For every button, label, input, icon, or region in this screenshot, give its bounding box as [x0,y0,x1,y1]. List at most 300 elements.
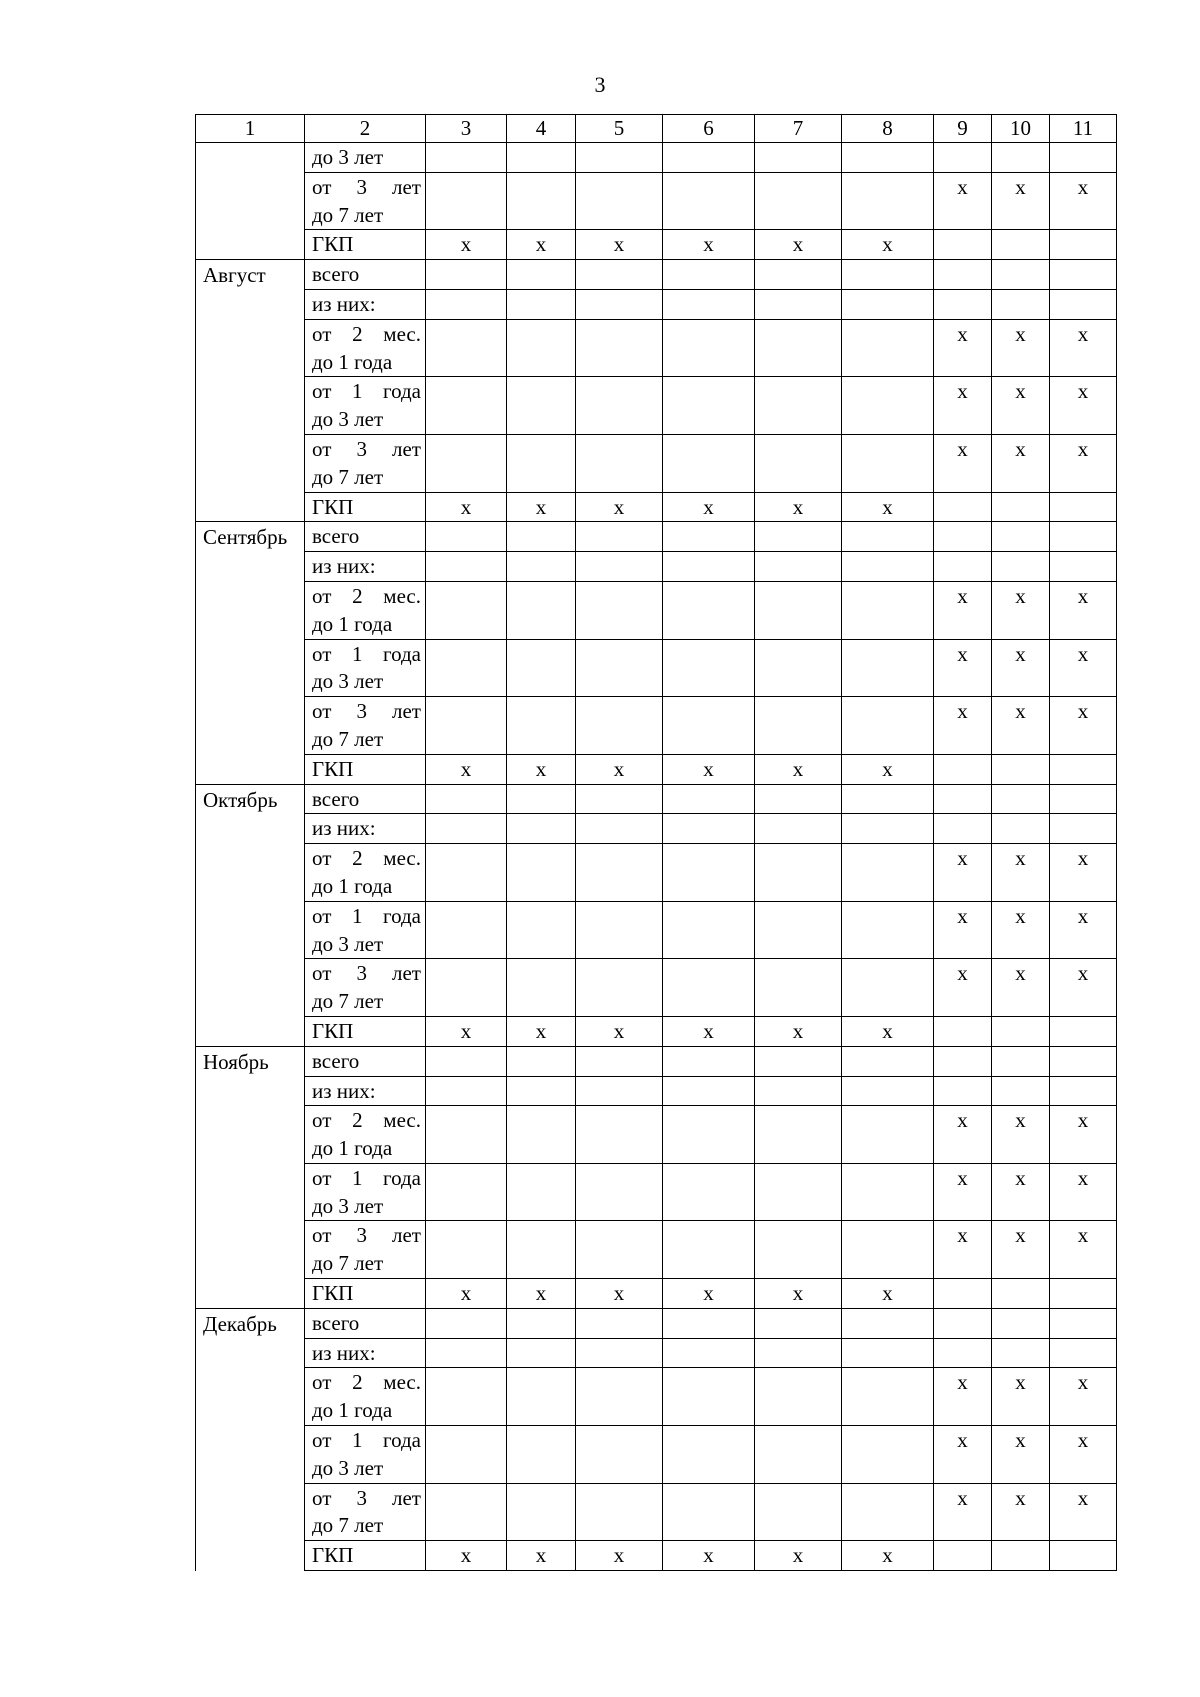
mark-cell: x [507,1016,576,1046]
mark-cell [507,1338,576,1368]
age-group-label [305,377,426,435]
mark-cell [663,1046,755,1076]
mark-cell [426,319,507,377]
table-row [196,522,1117,552]
mark-cell [934,814,992,844]
table-row [196,814,1117,844]
table-row [196,1426,1117,1484]
table-row [196,172,1117,230]
age-group-label-line: от 2 мес. [312,1108,421,1133]
mark-cell: x [934,1106,992,1164]
mark-cell [1050,1016,1117,1046]
mark-cell [507,581,576,639]
page-number: 3 [594,72,606,97]
mark-cell [755,522,842,552]
mark-cell: x [992,844,1050,902]
mark-cell [576,1076,663,1106]
table-row [196,959,1117,1017]
mark-cell [755,1163,842,1221]
age-group-label-line: всего [312,1310,360,1335]
mark-cell [934,230,992,260]
mark-cell: x [1050,1426,1117,1484]
mark-cell [934,552,992,582]
mark-cell: x [992,172,1050,230]
age-group-label-line: до 7 лет [312,726,384,751]
mark-cell: x [576,230,663,260]
mark-cell: x [1050,639,1117,697]
mark-cell [1050,754,1117,784]
mark-cell [426,289,507,319]
table-row [196,1221,1117,1279]
mark-cell [992,1338,1050,1368]
mark-cell: x [992,319,1050,377]
mark-cell [426,1338,507,1368]
mark-cell [426,260,507,290]
mark-cell [426,697,507,755]
mark-cell [934,143,992,173]
table-body [196,115,1117,1571]
mark-cell [507,377,576,435]
mark-cell [426,814,507,844]
mark-cell: x [1050,434,1117,492]
age-group-label [305,492,426,522]
mark-cell [576,522,663,552]
mark-cell: x [507,492,576,522]
mark-cell [663,1163,755,1221]
mark-cell [426,552,507,582]
mark-cell: x [934,639,992,697]
mark-cell [842,1163,934,1221]
mark-cell [426,784,507,814]
mark-cell [992,522,1050,552]
mark-cell: x [1050,844,1117,902]
mark-cell [663,639,755,697]
mark-cell [992,1541,1050,1571]
mark-cell [992,1016,1050,1046]
table-row [196,901,1117,959]
mark-cell [663,1483,755,1541]
mark-cell [663,260,755,290]
mark-cell [507,289,576,319]
age-group-label [305,754,426,784]
mark-cell: x [507,230,576,260]
mark-cell [755,581,842,639]
age-group-label-line: до 7 лет [312,1513,384,1538]
age-group-label-line: до 3 лет [312,145,384,169]
mark-cell [576,1368,663,1426]
mark-cell [1050,1076,1117,1106]
mark-cell: x [842,754,934,784]
table-row [196,844,1117,902]
mark-cell [842,377,934,435]
age-group-label [305,1016,426,1046]
age-group-label-line: до 7 лет [312,1251,384,1276]
table-row [196,1308,1117,1338]
mark-cell [507,844,576,902]
column-header: 4 [507,115,576,143]
mark-cell [576,697,663,755]
mark-cell: x [1050,377,1117,435]
age-group-label-line: всего [312,262,360,287]
mark-cell [842,901,934,959]
mark-cell [934,1016,992,1046]
column-header: 2 [305,115,426,143]
table-row [196,434,1117,492]
mark-cell: x [842,1279,934,1309]
mark-cell: x [934,377,992,435]
table-row [196,754,1117,784]
mark-cell [842,434,934,492]
age-group-label-line: от 3 лет [312,961,421,986]
mark-cell [507,434,576,492]
mark-cell [426,1076,507,1106]
month-cell: Ноябрь [196,1046,305,1308]
mark-cell: x [507,1279,576,1309]
mark-cell [992,1076,1050,1106]
mark-cell [1050,1308,1117,1338]
mark-cell [755,814,842,844]
mark-cell: x [934,1163,992,1221]
mark-cell: x [426,754,507,784]
mark-cell [842,1338,934,1368]
age-group-label-line: из них: [312,291,376,316]
mark-cell [992,492,1050,522]
mark-cell [1050,522,1117,552]
mark-cell: x [1050,1221,1117,1279]
column-header: 10 [992,115,1050,143]
mark-cell [507,1483,576,1541]
mark-cell [1050,814,1117,844]
mark-cell [426,581,507,639]
mark-cell [576,1163,663,1221]
age-group-label [305,1046,426,1076]
mark-cell [576,1483,663,1541]
mark-cell [507,172,576,230]
age-group-label-line: ГКП [312,1281,354,1306]
age-group-label-line: всего [312,1048,360,1073]
mark-cell [842,959,934,1017]
mark-cell [934,1308,992,1338]
age-group-label [305,1426,426,1484]
table-row [196,230,1117,260]
age-group-label-line: до 3 лет [312,669,384,694]
mark-cell [507,1426,576,1484]
age-group-label-line: от 1 года [312,1428,421,1453]
mark-cell: x [755,230,842,260]
mark-cell: x [663,492,755,522]
mark-cell [507,260,576,290]
mark-cell: x [842,1016,934,1046]
mark-cell: x [934,581,992,639]
mark-cell [663,901,755,959]
mark-cell [663,1076,755,1106]
mark-cell [842,552,934,582]
age-group-label [305,230,426,260]
mark-cell: x [1050,1368,1117,1426]
table-row [196,1076,1117,1106]
age-group-label-line: ГКП [312,1018,354,1043]
mark-cell [1050,289,1117,319]
mark-cell [1050,1541,1117,1571]
mark-cell [576,319,663,377]
mark-cell [663,377,755,435]
mark-cell [426,1046,507,1076]
mark-cell: x [934,172,992,230]
mark-cell [576,289,663,319]
mark-cell [576,814,663,844]
mark-cell [507,143,576,173]
mark-cell [755,1483,842,1541]
age-group-label-line: до 1 года [312,1136,393,1161]
mark-cell [663,1368,755,1426]
age-group-label [305,959,426,1017]
column-header: 8 [842,115,934,143]
mark-cell [1050,143,1117,173]
mark-cell: x [992,959,1050,1017]
mark-cell: x [755,754,842,784]
mark-cell: x [1050,1483,1117,1541]
age-group-label-line: до 1 года [312,611,393,636]
mark-cell [755,697,842,755]
mark-cell [507,319,576,377]
age-group-label-line: от 1 года [312,903,421,928]
mark-cell [663,844,755,902]
mark-cell [842,1368,934,1426]
age-group-label-line: до 7 лет [312,989,384,1014]
mark-cell [1050,1046,1117,1076]
mark-cell [507,639,576,697]
table-row [196,260,1117,290]
mark-cell [755,639,842,697]
mark-cell: x [755,1541,842,1571]
mark-cell [576,377,663,435]
mark-cell [663,434,755,492]
mark-cell: x [1050,901,1117,959]
mark-cell [842,697,934,755]
mark-cell [755,552,842,582]
age-group-label-line: ГКП [312,756,354,781]
table-row [196,1163,1117,1221]
age-group-label [305,1106,426,1164]
mark-cell [842,814,934,844]
mark-cell: x [755,1016,842,1046]
mark-cell [663,319,755,377]
mark-cell: x [934,1426,992,1484]
mark-cell [992,552,1050,582]
age-group-label-line: от 2 мес. [312,1370,421,1395]
mark-cell: x [576,1541,663,1571]
mark-cell [992,289,1050,319]
age-group-label [305,143,426,173]
mark-cell [426,1426,507,1484]
mark-cell [1050,492,1117,522]
mark-cell: x [426,1279,507,1309]
table-row [196,1106,1117,1164]
age-group-label [305,1163,426,1221]
mark-cell [576,844,663,902]
mark-cell: x [934,1221,992,1279]
mark-cell: x [663,230,755,260]
table-row [196,1338,1117,1368]
mark-cell: x [934,319,992,377]
mark-cell [663,697,755,755]
mark-cell [576,434,663,492]
age-group-label [305,901,426,959]
mark-cell [576,959,663,1017]
mark-cell: x [507,1541,576,1571]
mark-cell: x [992,377,1050,435]
mark-cell [507,1368,576,1426]
mark-cell: x [1050,697,1117,755]
age-group-label-line: ГКП [312,1543,354,1568]
column-header: 11 [1050,115,1117,143]
mark-cell [992,754,1050,784]
age-group-label [305,172,426,230]
column-header: 5 [576,115,663,143]
mark-cell [507,814,576,844]
mark-cell [755,143,842,173]
table-row [196,697,1117,755]
table-row [196,1368,1117,1426]
mark-cell [576,1426,663,1484]
mark-cell: x [992,434,1050,492]
age-group-label [305,697,426,755]
mark-cell [426,1308,507,1338]
mark-cell [992,143,1050,173]
mark-cell [1050,552,1117,582]
age-group-label [305,1221,426,1279]
mark-cell [426,1483,507,1541]
mark-cell [755,959,842,1017]
age-group-label-line: до 3 лет [312,931,384,956]
mark-cell: x [842,230,934,260]
mark-cell [576,1221,663,1279]
mark-cell [663,1308,755,1338]
mark-cell [426,172,507,230]
mark-cell [992,1279,1050,1309]
mark-cell [934,1541,992,1571]
month-cell: Октябрь [196,784,305,1046]
age-group-label-line: до 1 года [312,1398,393,1423]
mark-cell: x [663,1016,755,1046]
age-group-label-line: до 3 лет [312,1193,384,1218]
month-cell [196,143,305,260]
table-row [196,552,1117,582]
mark-cell [576,581,663,639]
age-group-label-line: до 1 года [312,349,393,374]
mark-cell [992,784,1050,814]
mark-cell [1050,230,1117,260]
age-group-label [305,434,426,492]
age-group-label [305,814,426,844]
mark-cell [755,260,842,290]
mark-cell [426,901,507,959]
mark-cell [426,143,507,173]
mark-cell: x [663,1279,755,1309]
mark-cell [576,1308,663,1338]
mark-cell [507,552,576,582]
age-group-label-line: до 7 лет [312,202,384,227]
mark-cell [576,1046,663,1076]
mark-cell: x [755,1279,842,1309]
table-row [196,1279,1117,1309]
mark-cell [755,1221,842,1279]
age-group-label [305,1308,426,1338]
mark-cell [663,959,755,1017]
mark-cell [663,289,755,319]
enrollment-table [195,114,1117,1571]
mark-cell [842,1308,934,1338]
table-row [196,377,1117,435]
age-group-label [305,552,426,582]
column-number-row [196,115,1117,143]
mark-cell: x [934,959,992,1017]
mark-cell [755,1338,842,1368]
mark-cell [576,1106,663,1164]
mark-cell [663,814,755,844]
month-cell: Август [196,260,305,522]
mark-cell [934,1046,992,1076]
age-group-label-line: до 7 лет [312,464,384,489]
mark-cell: x [992,697,1050,755]
mark-cell [507,1308,576,1338]
age-group-label [305,522,426,552]
mark-cell [663,172,755,230]
table-row [196,143,1117,173]
mark-cell: x [663,1541,755,1571]
mark-cell [842,143,934,173]
mark-cell [934,1338,992,1368]
age-group-label-line: от 3 лет [312,436,421,461]
mark-cell [426,1221,507,1279]
age-group-label-line: от 1 года [312,1165,421,1190]
age-group-label-line: от 3 лет [312,174,421,199]
mark-cell: x [755,492,842,522]
mark-cell [842,1221,934,1279]
age-group-label-line: до 1 года [312,873,393,898]
mark-cell [755,1368,842,1426]
mark-cell [934,784,992,814]
age-group-label [305,1368,426,1426]
age-group-label-line: от 3 лет [312,1223,421,1248]
mark-cell [842,522,934,552]
age-group-label-line: от 2 мес. [312,321,421,346]
mark-cell [842,581,934,639]
mark-cell: x [1050,172,1117,230]
mark-cell [426,1163,507,1221]
mark-cell: x [842,1541,934,1571]
mark-cell [663,581,755,639]
mark-cell [507,901,576,959]
mark-cell: x [992,1426,1050,1484]
table-row [196,581,1117,639]
mark-cell [663,1221,755,1279]
age-group-label [305,319,426,377]
age-group-label-line: из них: [312,554,376,579]
mark-cell [426,434,507,492]
age-group-label-line: от 2 мес. [312,846,421,871]
age-group-label-line: от 1 года [312,641,421,666]
mark-cell [426,522,507,552]
mark-cell [755,172,842,230]
mark-cell [755,1426,842,1484]
table-row [196,319,1117,377]
mark-cell [663,143,755,173]
mark-cell: x [426,1541,507,1571]
age-group-label [305,844,426,902]
mark-cell: x [992,1368,1050,1426]
column-header: 9 [934,115,992,143]
